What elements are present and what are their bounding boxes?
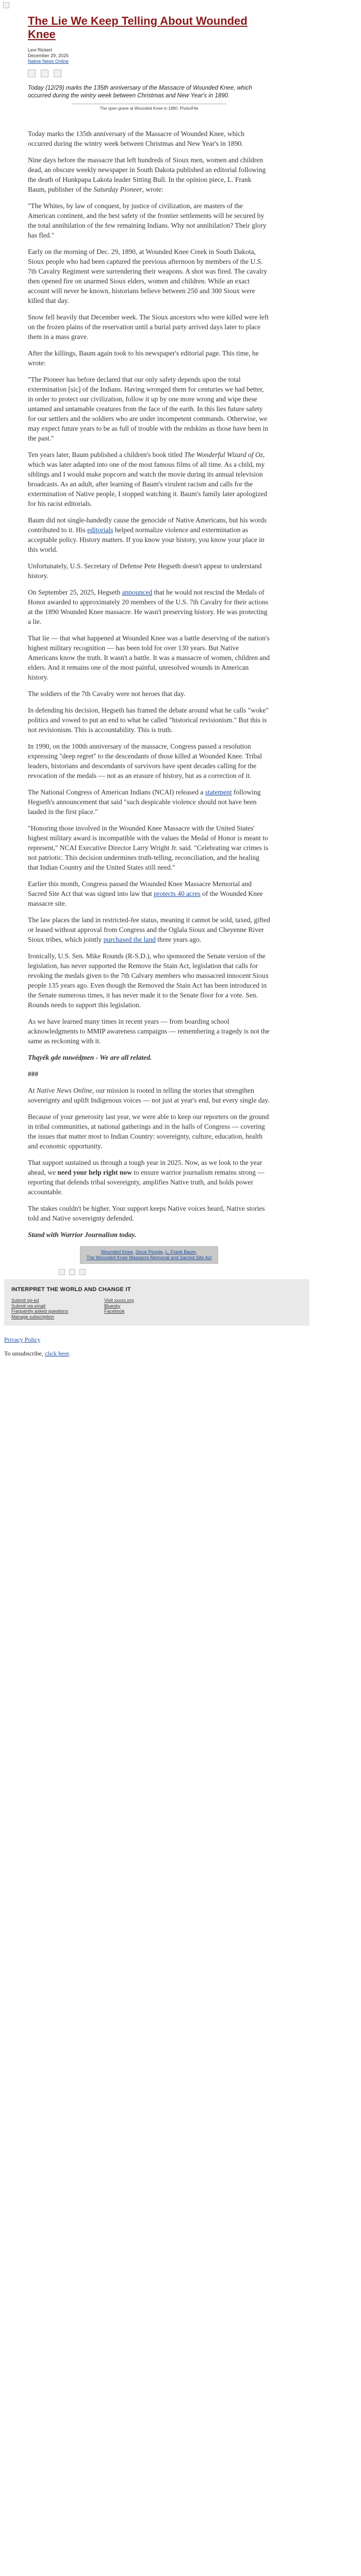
statement-link[interactable]: statement (205, 788, 232, 796)
purchased-land-link[interactable]: purchased the land (103, 936, 156, 943)
footer-link[interactable]: Submit via email (11, 1303, 46, 1309)
privacy-policy (4, 1336, 361, 1344)
paragraph: Earlier this month, Congress passed the Wounded Knee Massacre Memorial and Sacred Site Act that was signed into law that protects 40 acres of the Wounded Knee massacre site. (28, 880, 263, 907)
editorials-link[interactable]: editorials (87, 526, 113, 534)
paragraph: After the killings, Baum again took to his newspaper's editorial page. This time, he wrote: (28, 349, 259, 367)
paragraph: Unfortunately, U.S. Secretary of Defense Pete Hegseth doesn't appear to understand history. (28, 562, 262, 580)
paragraph: The soldiers of the 7th Cavalry were not heroes that day. (28, 690, 186, 698)
footer-link[interactable]: Manage subscription (11, 1314, 55, 1319)
tag-sioux-people[interactable]: Sioux People (135, 1249, 163, 1255)
tag-memorial-act[interactable]: The Wounded Knee Massacre Memorial and Sacred Site Act (86, 1255, 212, 1260)
facebook-share-icon[interactable] (59, 1269, 65, 1275)
footer-links (11, 1298, 302, 1319)
footer-title: INTERPRET THE WORLD AND CHANGE IT (11, 1286, 131, 1293)
paragraph: The law places the land in restricted-fee status, meaning it cannot be sold, taxed, gifted or leased without approval from Congress and the Oglala Sioux and Cheyenne River Sioux tribes, which jointly purchased the land three years ago. (28, 916, 270, 943)
paragraph: Today marks the 135th anniversary of the Massacre of Wounded Knee, which occurred during the wintry week between Christmas and New Year's in 1890. (28, 130, 244, 147)
twitter-share-icon[interactable] (69, 1269, 75, 1275)
blockquote: "The Whites, by law of conquest, by justice of civilization, are masters of the American continent, and the best safety of the frontier settlements will be secured by the total annihilation of the few remaining Indians. Why not annihilation? Their glory has fled." (28, 202, 267, 239)
footer-link[interactable]: Visit xxxxx.org (104, 1298, 134, 1303)
paragraph: Snow fell heavily that December week. The Sioux ancestors who were killed were left on the frozen plains of the reservation until a burial party arrived days later to place them in a mass grave. (28, 313, 269, 341)
article-lede: Today (12/29) marks the 135th anniversary of the Massacre of Wounded Knee, which occurred during the wintry week between Christmas and New Year's in 1890. (28, 85, 252, 99)
broken-image-icon (3, 2, 9, 8)
paragraph: That lie — that what happened at Wounded Knee was a battle deserving of the nation's highest military recognition — has been told for over 130 years. But Native Americans know the truth. It wasn't a battle. It was a massacre of women, children and elders. And it remains one of the most painful, unresolved wounds in American history. (28, 634, 270, 681)
author: Levi Rickert (28, 47, 53, 53)
email-share-icon[interactable] (54, 70, 61, 77)
paragraph: Baum did not single-handedly cause the genocide of Native Americans, but his words contributed to it. His editorials helped normalize violence and extermination as acceptable policy. History matters. If you know your history, you know your place in this world. (28, 516, 267, 553)
separator: ### (28, 1070, 39, 1078)
paragraph: As we have learned many times in recent years — from boarding school acknowledgments to MMIP awareness campaigns — remembering a tragedy is not the same as reckoning with it. (28, 1018, 270, 1045)
call-to-action: Stand with Warrior Journalism today. (28, 1231, 137, 1239)
article-column (28, 0, 270, 1275)
article-title[interactable]: The Lie We Keep Telling About Wounded Knee (28, 14, 248, 41)
photo-placeholder (72, 103, 226, 105)
article-body (28, 129, 270, 1240)
footer-link[interactable]: Frequently asked questions (11, 1309, 69, 1314)
bottom-share-buttons (59, 1269, 270, 1275)
footer-link[interactable]: Facebook (104, 1309, 125, 1314)
tag-wounded-knee[interactable]: Wounded Knee (101, 1249, 133, 1255)
paragraph: The National Congress of American Indians (NCAI) released a statement following Hegseth's announcement that said "such despicable violence should not have been lauded in the first place." (28, 788, 261, 816)
footer-col-right (104, 1298, 197, 1319)
closing-line: Thąyék gde nuwéd̨men - We are all related. (28, 1054, 152, 1061)
share-buttons (28, 70, 270, 77)
unsubscribe-link[interactable]: click here (44, 1350, 69, 1357)
announced-link[interactable]: announced (122, 588, 153, 596)
blockquote: "Honoring those involved in the Wounded Knee Massacre with the United States' highest military award is incompatible with the values the Medal of Honor is meant to represent," NCAI Executive Director Larry Wright Jr. said. "Celebrating war crimes is not patriotic. This decision undermines truth-telling, reconciliation, and the healing that Indian Country and the United States still need." (28, 824, 269, 871)
publication-link[interactable]: Native News Online (28, 59, 69, 64)
protects-40-acres-link[interactable]: protects 40 acres (154, 890, 201, 897)
tags-box: Wounded Knee, Sioux People, L. Frank Baum, The Wounded Knee Massacre Memorial and Sacred Site Act (80, 1246, 218, 1264)
paragraph: The stakes couldn't be higher. Your support keeps Native voices heard, Native stories told and Native sovereignty defended. (28, 1205, 265, 1222)
paragraph: Nine days before the massacre that left hundreds of Sioux men, women and children dead, an obscure weekly newspaper in South Dakota published an editorial following the death of Hunkpapa Lakota leader Sitting Bull. In the opinion piece, L. Frank Baum, publisher of the Saturday Pioneer, wrote: (28, 156, 266, 193)
footer-col-left (11, 1298, 104, 1319)
paragraph: That support sustained us through a tough year in 2025. Now, as we look to the year ahead, we need your help right now to ensure warrior journalism remains strong — reporting that defends tribal sovereignty, amplifies Native truth, and holds power accountable. (28, 1159, 265, 1196)
paragraph: Early on the morning of Dec. 29, 1890, at Wounded Knee Creek in South Dakota, Sioux people who had been captured the previous afternoon by members of the U.S. 7th Cavalry Regiment were surrendering their weapons. A shot was fired. The cavalry then opened fire on unarmed Sioux elders, women and children. While an exact account will never be known, historians believe between 250 and 300 Sioux were killed that day. (28, 248, 267, 304)
paragraph: At Native News Online, our mission is rooted in telling the stories that strengthen sovereignty and uplift Indigenous voices — not just at year's end, but every single day. (28, 1087, 270, 1104)
facebook-share-icon[interactable] (28, 70, 36, 77)
footer-link[interactable]: Bluesky (104, 1303, 121, 1309)
paragraph: Because of your generosity last year, we were able to keep our reporters on the ground in tribal communities, at national gatherings and in the halls of Congress — covering the issues that matter most to Indian Country: sovereignty, culture, education, health and economic opportunity. (28, 1113, 269, 1150)
paragraph: In 1990, on the 100th anniversary of the massacre, Congress passed a resolution expressing "deep regret" to the descendants of those killed at Wounded Knee. Tribal leaders, historians and descendants of survivors have spent decades calling for the revocation of the medals — not as an erasure of history, but as a correction of it. (28, 742, 262, 779)
paragraph: Ironically, U.S. Sen. Mike Rounds (R-S.D.), who sponsored the Senate version of the legislation, has never supported the Remove the Stain Act, legislation that calls for revoking the medals given to the 7th Calvary members who massacred innocent Sioux people 135 years ago. Even though the Removed the Stain Act has been introduced in the Senate numerous times, it has never made it to the Senate floor for a vote. Sen. Rounds needs to support this legislation. (28, 952, 269, 1009)
email-share-icon[interactable] (79, 1269, 86, 1275)
unsubscribe-line: To unsubscribe, click here. (4, 1350, 71, 1357)
paragraph: Ten years later, Baum published a children's book titled The Wonderful Wizard of Oz, which was later adapted into one of the most famous films of all time. As a child, my siblings and I would make popcorn and watch the movie during its annual television broadcasts. As an adult, after learning of Baum's virulent racism and calls for the extermination of Native people, I stopped watching it. Baum's family later apologized for his racist editorials. (28, 451, 267, 507)
byline (28, 47, 270, 64)
footer-link[interactable]: Submit op-ed (11, 1298, 39, 1303)
paragraph: On September 25, 2025, Hegseth announced that he would not rescind the Medals of Honor awarded to approximately 20 members of the U.S. 7th Cavalry for their actions at the 1890 Wounded Knee massacre. He wasn't preserving history. He was protecting a lie. (28, 588, 269, 625)
privacy-policy-link[interactable]: Privacy Policy (4, 1336, 41, 1343)
date: December 29, 2025 (28, 53, 69, 58)
twitter-share-icon[interactable] (41, 70, 48, 77)
blockquote: "The Pioneer has before declared that our only safety depends upon the total extermination [sic] of the Indians. Having wronged them for centuries we had better, in order to protect our civilization, follow it up by one more wrong and wipe these untamed and untamable creatures from the face of the earth. In this lies future safety for our settlers and the soldiers who are under incompetent commands. Otherwise, we may expect future years to be as full of trouble with the redskins as those have been in the past." (28, 376, 268, 442)
footer (4, 1279, 309, 1326)
photo-caption: The open grave at Wounded Knee in 1890. Photo/File (100, 106, 199, 111)
paragraph: In defending his decision, Hegseth has framed the debate around what he calls "woke" politics and vowed to put an end to what he called "historical revisionism." But this is not revisionism. This is accountability. This is truth. (28, 706, 269, 734)
article-photo (72, 103, 226, 111)
tag-l-frank-baum[interactable]: L. Frank Baum (165, 1249, 196, 1255)
